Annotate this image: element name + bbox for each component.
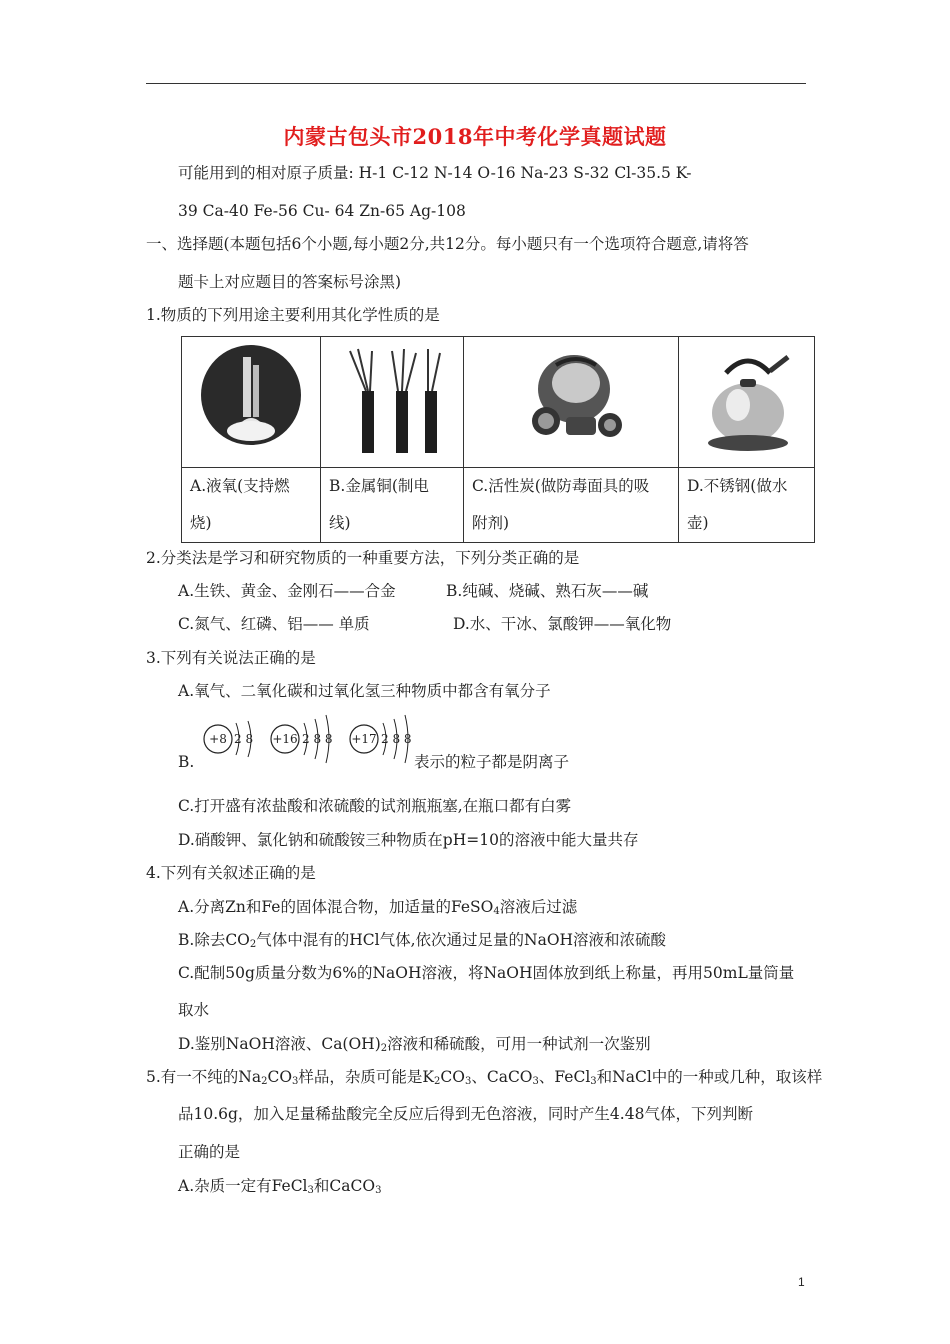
atom-1-shells: 2 8 (234, 732, 254, 746)
atom-3-shells: 2 8 8 (381, 732, 412, 746)
section-heading-line-2: 题卡上对应题目的答案标号涂黑) (178, 273, 402, 291)
atom-structure-diagrams (196, 711, 426, 769)
question-3-option-b-text: 表示的粒子都是阴离子 (414, 753, 570, 771)
question-5-stem-line-3: 正确的是 (178, 1143, 241, 1161)
question-2-option-c: C.氮气、红磷、铝—— 单质 (178, 615, 370, 633)
option-c-image-cell (464, 337, 679, 468)
atom-3-charge: +17 (351, 732, 377, 746)
question-4-option-c-line-1: C.配制50g质量分数为6%的NaOH溶液，将NaOH固体放到纸上称量，再用50mL量筒量 (178, 964, 795, 982)
question-3-option-c: C.打开盛有浓盐酸和浓硫酸的试剂瓶瓶塞,在瓶口都有白雾 (178, 797, 572, 815)
question-4-stem: 4.下列有关叙述正确的是 (146, 864, 316, 882)
atomic-mass-line-2: 39 Ca-40 Fe-56 Cu- 64 Zn-65 Ag-108 (178, 202, 466, 220)
question-5-option-a: A.杂质一定有FeCl$_3$和CaCO$_3$ (178, 1177, 382, 1196)
question-1-options-table (181, 336, 815, 543)
rocket-launch-image (199, 343, 303, 447)
kettle-image (692, 343, 802, 455)
option-a-caption: A.液氧(支持燃 烧) (182, 468, 321, 543)
question-2-option-a: A.生铁、黄金、金刚石——合金 (178, 582, 396, 600)
option-a-image-cell (182, 337, 321, 468)
question-2-option-b: B.纯碱、烧碱、熟石灰——碱 (446, 582, 649, 600)
question-3-option-a: A.氧气、二氧化碳和过氧化氢三种物质中都含有氧分子 (178, 682, 551, 700)
section-heading-line-1: 一、选择题(本题包括6个小题,每小题2分,共12分。每小题只有一个选项符合题意,请将答 (146, 235, 749, 253)
atom-2-charge: +16 (272, 732, 298, 746)
atomic-mass-line-1: 可能用到的相对原子质量: H-1 C-12 N-14 O-16 Na-23 S-32 Cl-35.5 K- (178, 164, 692, 182)
question-5-stem-line-1: 5.有一不纯的$Na_2CO_3$样品，杂质可能是$K_2CO_3$、CaCO$_3$、FeCl$_3$和NaCl中的一种或几种，取该样 (146, 1068, 823, 1087)
question-3-stem: 3.下列有关说法正确的是 (146, 649, 316, 667)
gas-mask-image (506, 343, 636, 453)
question-3-option-d: D.硝酸钾、氯化钠和硫酸铵三种物质在pH=10的溶液中能大量共存 (178, 831, 639, 849)
atom-2-shells: 2 8 8 (302, 732, 333, 746)
option-b-caption: B.金属铜(制电 线) (321, 468, 464, 543)
question-1-stem: 1.物质的下列用途主要利用其化学性质的是 (146, 306, 440, 324)
option-d-image-cell (679, 337, 815, 468)
question-2-option-d: D.水、干冰、氯酸钾——氧化物 (453, 615, 672, 633)
copper-wire-image (332, 343, 452, 463)
page-title: 内蒙古包头市2018年中考化学真题试题 (283, 124, 667, 149)
option-d-caption: D.不锈钢(做水 壶) (679, 468, 815, 543)
question-4-option-c-line-2: 取水 (178, 1001, 210, 1019)
question-4-option-b: B.除去$CO_2$气体中混有的HCl气体,依次通过足量的NaOH溶液和浓硫酸 (178, 931, 667, 950)
question-5-stem-line-2: 品10.6g，加入足量稀盐酸完全反应后得到无色溶液，同时产生4.48气体，下列判断 (178, 1105, 753, 1123)
question-3-option-b-label: B. (178, 753, 195, 771)
option-c-caption: C.活性炭(做防毒面具的吸 附剂) (464, 468, 679, 543)
header-rule (146, 83, 806, 84)
page-number: 1 (798, 1275, 805, 1289)
question-2-stem: 2.分类法是学习和研究物质的一种重要方法，下列分类正确的是 (146, 549, 580, 567)
option-b-image-cell (321, 337, 464, 468)
question-4-option-d: D.鉴别NaOH溶液、$Ca(OH)_2$溶液和稀硫酸，可用一种试剂一次鉴别 (178, 1035, 651, 1054)
atom-1-charge: +8 (209, 732, 227, 746)
question-4-option-a: A.分离Zn和Fe的固体混合物，加适量的FeSO$_4$溶液后过滤 (178, 898, 578, 917)
